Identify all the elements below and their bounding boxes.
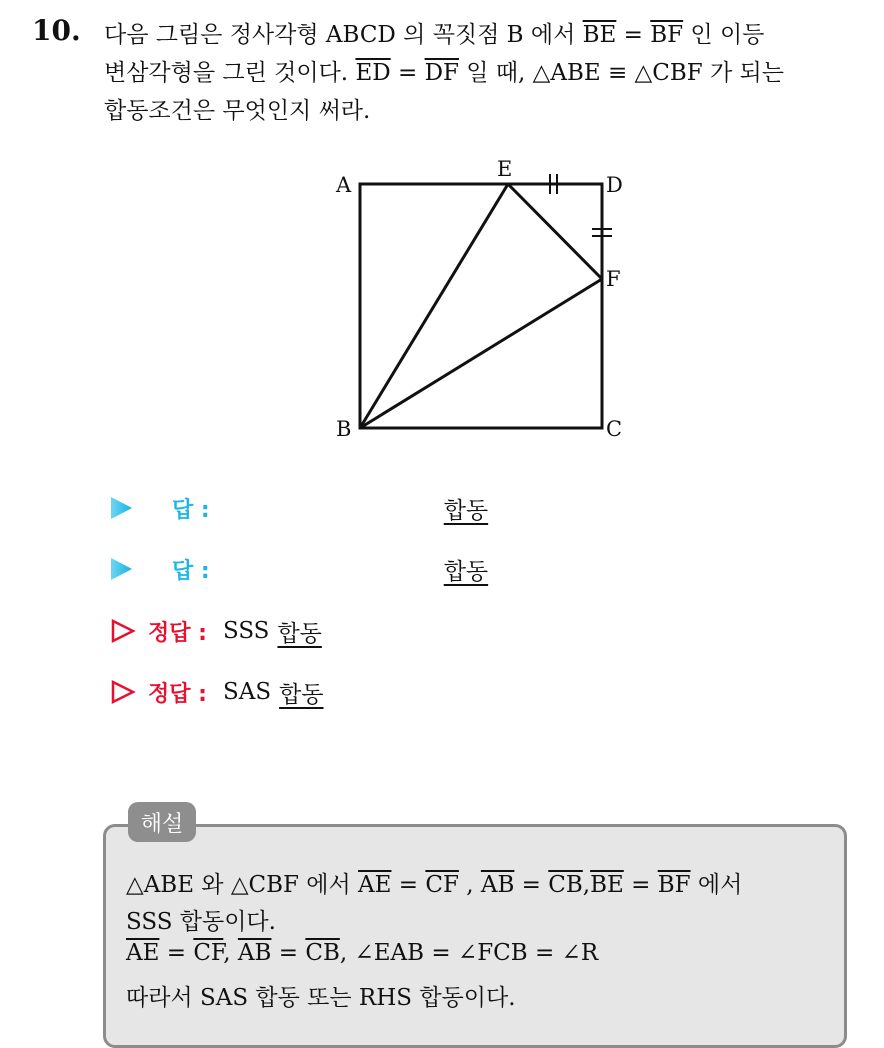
segment-be: $\overline{BE}$ [590,872,624,898]
segment-ef-line [508,184,602,279]
question-line-1 [104,16,764,49]
explanation-text: , [223,940,238,966]
segment-ab: $\overline{AB}$ [480,872,515,898]
segment-be: $\overline{BE}$ [582,22,617,48]
filled-triangle-icon [108,556,134,582]
question-line-3: 합동조건은 무엇인지 써라. [104,98,371,124]
question-text: = [390,60,425,86]
answer-value: 합동 [443,497,489,524]
explanation-box [103,824,847,1048]
explanation-text: , [582,872,591,898]
answer-row-1 [108,490,488,526]
explanation-line-1 [126,866,742,899]
correct-answer-prefix: SAS [222,679,272,705]
vertex-label-e: E [497,157,513,181]
segment-bf: $\overline{BF}$ [657,872,691,898]
explanation-text: △ABE 와 △CBF 에서 [126,872,359,898]
square-figure [326,152,646,456]
correct-answer-value: 합동 [277,620,322,647]
correct-answer-row-2 [110,674,324,710]
answer-row-2 [108,551,488,587]
explanation-line-4: 따라서 SAS 합동 또는 RHS 합동이다. [126,985,516,1011]
vertex-label-b: B [336,417,352,441]
vertex-label-c: C [606,417,623,441]
explanation-text: = [623,872,658,898]
segment-cb: $\overline{CB}$ [305,940,340,966]
outline-triangle-icon [110,618,136,644]
outline-triangle-icon [110,679,136,705]
segment-cf: $\overline{CF}$ [193,940,224,966]
explanation-text: = [159,940,194,966]
segment-be-line [360,184,508,428]
question-text: 다음 그림은 정사각형 ABCD 의 꼭짓점 B 에서 [104,22,583,48]
answer-label: 답 : [172,497,210,523]
explanation-text: , ∠EAB = ∠FCB = ∠R [339,940,599,966]
explanation-tag: 해설 [128,802,196,842]
correct-answer-label: 정답 : [148,681,207,707]
explanation-line-2: SSS 합동이다. [126,909,276,935]
question-text: 일 때, △ABE ≡ △CBF 가 되는 [458,60,784,86]
segment-bf: $\overline{BF}$ [650,22,684,48]
answer-label: 답 : [172,558,210,584]
vertex-label-d: D [606,173,623,197]
question-text: 인 이등 [683,22,765,48]
segment-df: $\overline{DF}$ [424,60,459,86]
question-text: = [616,22,651,48]
correct-answer-label: 정답 : [148,620,207,646]
figure-svg [326,152,646,452]
segment-ed: $\overline{ED}$ [355,60,391,86]
correct-answer-value: 합동 [279,681,324,708]
question-line-2 [104,54,784,87]
question-text: 변삼각형을 그린 것이다. [104,60,356,86]
segment-cb: $\overline{CB}$ [548,872,583,898]
explanation-text: , [458,872,481,898]
segment-ae: $\overline{AE}$ [126,940,160,966]
vertex-label-a: A [336,173,352,197]
correct-answer-row-1 [110,613,322,649]
filled-triangle-icon [108,495,134,521]
explanation-line-3 [126,940,598,966]
segment-ae: $\overline{AE}$ [358,872,392,898]
square-abcd [360,184,602,428]
segment-cf: $\overline{CF}$ [425,872,459,898]
segment-ab: $\overline{AB}$ [237,940,272,966]
explanation-text: = [514,872,549,898]
explanation-text: = [271,940,306,966]
segment-bf-line [360,279,602,428]
question-number: 10. [32,14,81,47]
vertex-label-f: F [606,267,621,291]
explanation-text: 에서 [690,872,743,898]
correct-answer-prefix: SSS [222,618,270,644]
explanation-text: = [391,872,426,898]
answer-value: 합동 [443,558,489,585]
